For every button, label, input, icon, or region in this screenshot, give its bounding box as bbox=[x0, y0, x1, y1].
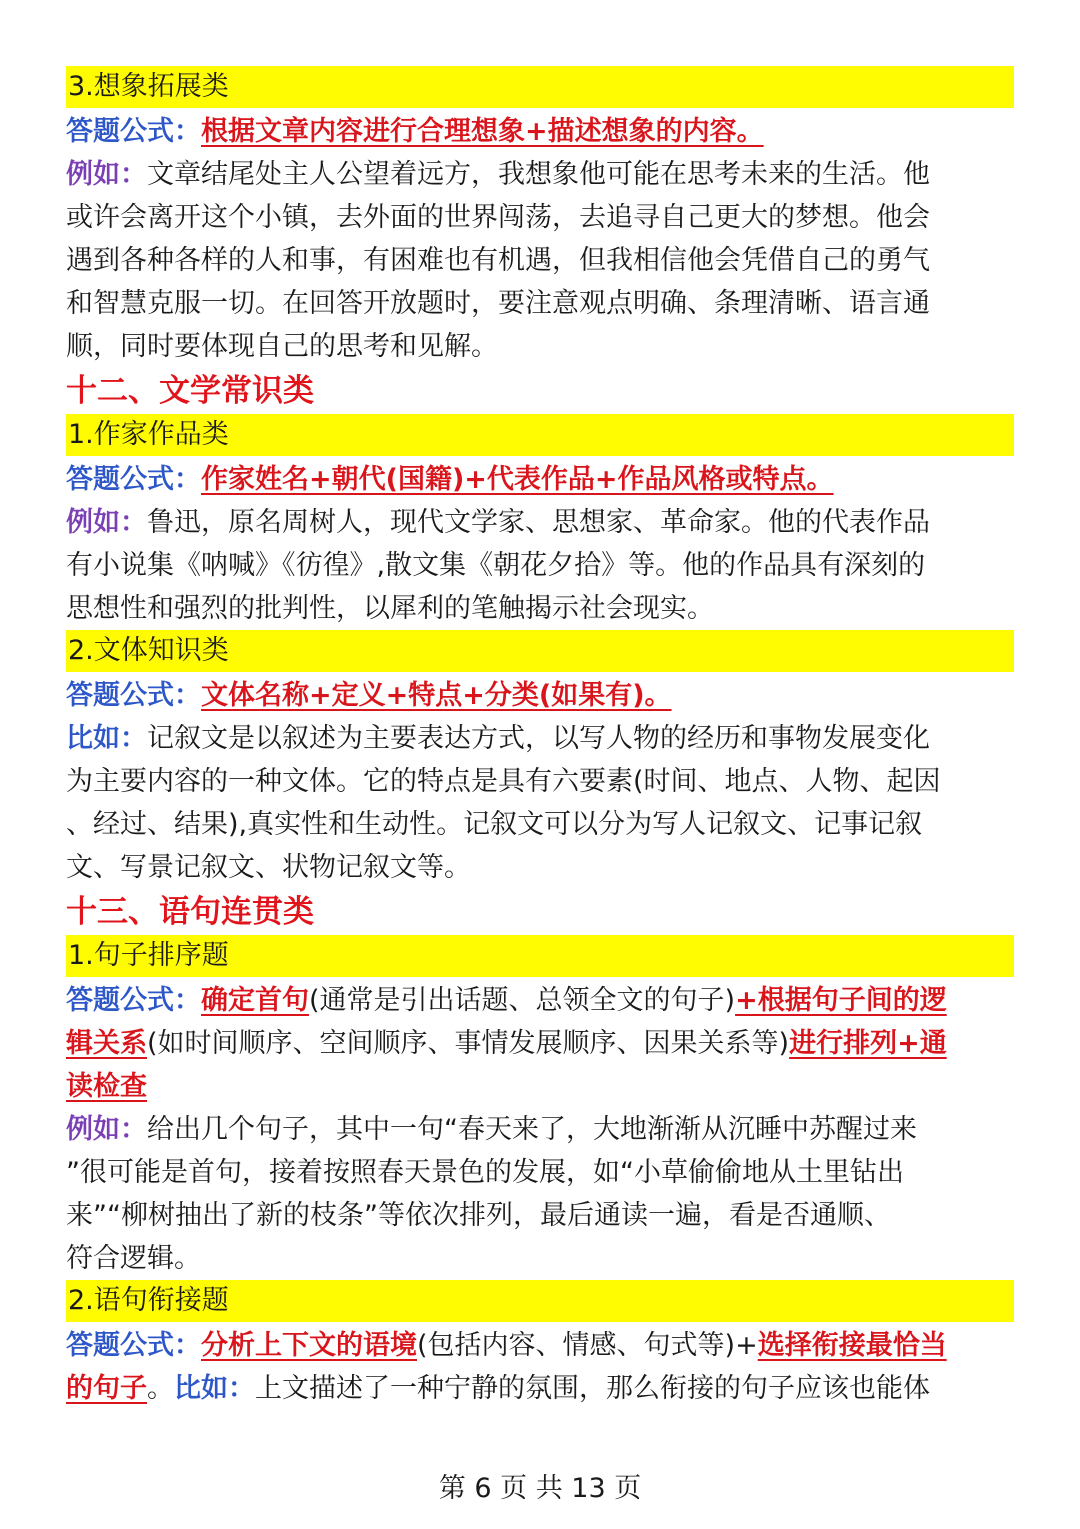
example-label: 例如： bbox=[66, 1114, 147, 1145]
formula-text: (通常是引出话题、总领全文的句子) bbox=[309, 985, 736, 1016]
subheading-style: 2.文体知识类 bbox=[66, 630, 1014, 672]
example-line: 思想性和强烈的批判性，以犀利的笔触揭示社会现实。 bbox=[66, 593, 714, 624]
formula-text: 的句子 bbox=[66, 1373, 147, 1404]
section-title-12: 十二、文学常识类 bbox=[66, 373, 314, 409]
example-line: 来”“柳树抽出了新的枝条”等依次排列，最后通读一遍，看是否通顺、 bbox=[66, 1200, 891, 1231]
example-line: 和智慧克服一切。在回答开放题时，要注意观点明确、条理清晰、语言通 bbox=[66, 288, 930, 319]
example-line: 、经过、结果),真实性和生动性。记叙文可以分为写人记叙文、记事记叙 bbox=[66, 809, 923, 840]
formula-label: 答题公式： bbox=[66, 1330, 201, 1361]
example-line: 上文描述了一种宁静的氛围，那么衔接的句子应该也能体 bbox=[255, 1373, 930, 1404]
formula-author bbox=[66, 458, 1014, 501]
example-label: 比如： bbox=[66, 723, 147, 754]
page-content bbox=[66, 66, 1014, 1410]
subheading-imagine: 3.想象拓展类 bbox=[66, 66, 1014, 108]
subheading-author: 1.作家作品类 bbox=[66, 414, 1014, 456]
formula-text: 文体名称+定义+特点+分类(如果有)。 bbox=[201, 680, 672, 711]
formula-text: 读检查 bbox=[66, 1071, 147, 1102]
example-imagine bbox=[66, 153, 1014, 368]
formula-text: 作家姓名+朝代(国籍)+代表作品+作品风格或特点。 bbox=[201, 464, 834, 495]
formula-link bbox=[66, 1324, 1014, 1410]
formula-text: (如时间顺序、空间顺序、事情发展顺序、因果关系等) bbox=[147, 1028, 790, 1059]
example-line: 或许会离开这个小镇，去外面的世界闯荡，去追寻自己更大的梦想。他会 bbox=[66, 202, 930, 233]
formula-label: 答题公式： bbox=[66, 985, 201, 1016]
section-title-13: 十三、语句连贯类 bbox=[66, 894, 314, 930]
formula-text: 选择衔接最恰当 bbox=[757, 1330, 947, 1361]
formula-text: 进行排列+通 bbox=[789, 1028, 947, 1059]
example-label: 例如： bbox=[66, 159, 147, 190]
formula-text: 。 bbox=[147, 1373, 174, 1404]
example-line: 给出几个句子，其中一句“春天来了，大地渐渐从沉睡中苏醒过来 bbox=[147, 1114, 917, 1145]
formula-text: 根据文章内容进行合理想象+描述想象的内容。 bbox=[201, 116, 764, 147]
formula-style bbox=[66, 674, 1014, 717]
example-line: 有小说集《呐喊》《彷徨》,散文集《朝花夕拾》等。他的作品具有深刻的 bbox=[66, 550, 926, 581]
subheading-order: 1.句子排序题 bbox=[66, 935, 1014, 977]
example-line: 遇到各种各样的人和事，有困难也有机遇，但我相信他会凭借自己的勇气 bbox=[66, 245, 930, 276]
example-style bbox=[66, 717, 1014, 889]
example-line: 鲁迅，原名周树人，现代文学家、思想家、革命家。他的代表作品 bbox=[147, 507, 930, 538]
example-line: 符合逻辑。 bbox=[66, 1243, 201, 1274]
formula-label: 答题公式： bbox=[66, 116, 201, 147]
example-line: 记叙文是以叙述为主要表达方式，以写人物的经历和事物发展变化 bbox=[147, 723, 930, 754]
formula-text: 确定首句 bbox=[201, 985, 309, 1016]
formula-label: 答题公式： bbox=[66, 464, 201, 495]
example-line: 文、写景记叙文、状物记叙文等。 bbox=[66, 852, 471, 883]
example-author bbox=[66, 501, 1014, 630]
formula-text: 分析上下文的语境 bbox=[201, 1330, 417, 1361]
example-line: 为主要内容的一种文体。它的特点是具有六要素(时间、地点、人物、起因 bbox=[66, 766, 941, 797]
formula-imagine bbox=[66, 110, 1014, 153]
example-line: 文章结尾处主人公望着远方，我想象他可能在思考未来的生活。他 bbox=[147, 159, 930, 190]
page-number-footer: 第 6 页 共 13 页 bbox=[438, 1473, 642, 1504]
example-order bbox=[66, 1108, 1014, 1280]
formula-text: 辑关系 bbox=[66, 1028, 147, 1059]
example-label: 比如： bbox=[174, 1373, 255, 1404]
formula-order bbox=[66, 979, 1014, 1108]
formula-label: 答题公式： bbox=[66, 680, 201, 711]
example-line: ”很可能是首句，接着按照春天景色的发展，如“小草偷偷地从土里钻出 bbox=[66, 1157, 904, 1188]
subheading-link: 2.语句衔接题 bbox=[66, 1280, 1014, 1322]
formula-text: +根据句子间的逻 bbox=[735, 985, 947, 1016]
example-line: 顺，同时要体现自己的思考和见解。 bbox=[66, 331, 498, 362]
formula-text: (包括内容、情感、句式等)+ bbox=[417, 1330, 758, 1361]
example-label: 例如： bbox=[66, 507, 147, 538]
